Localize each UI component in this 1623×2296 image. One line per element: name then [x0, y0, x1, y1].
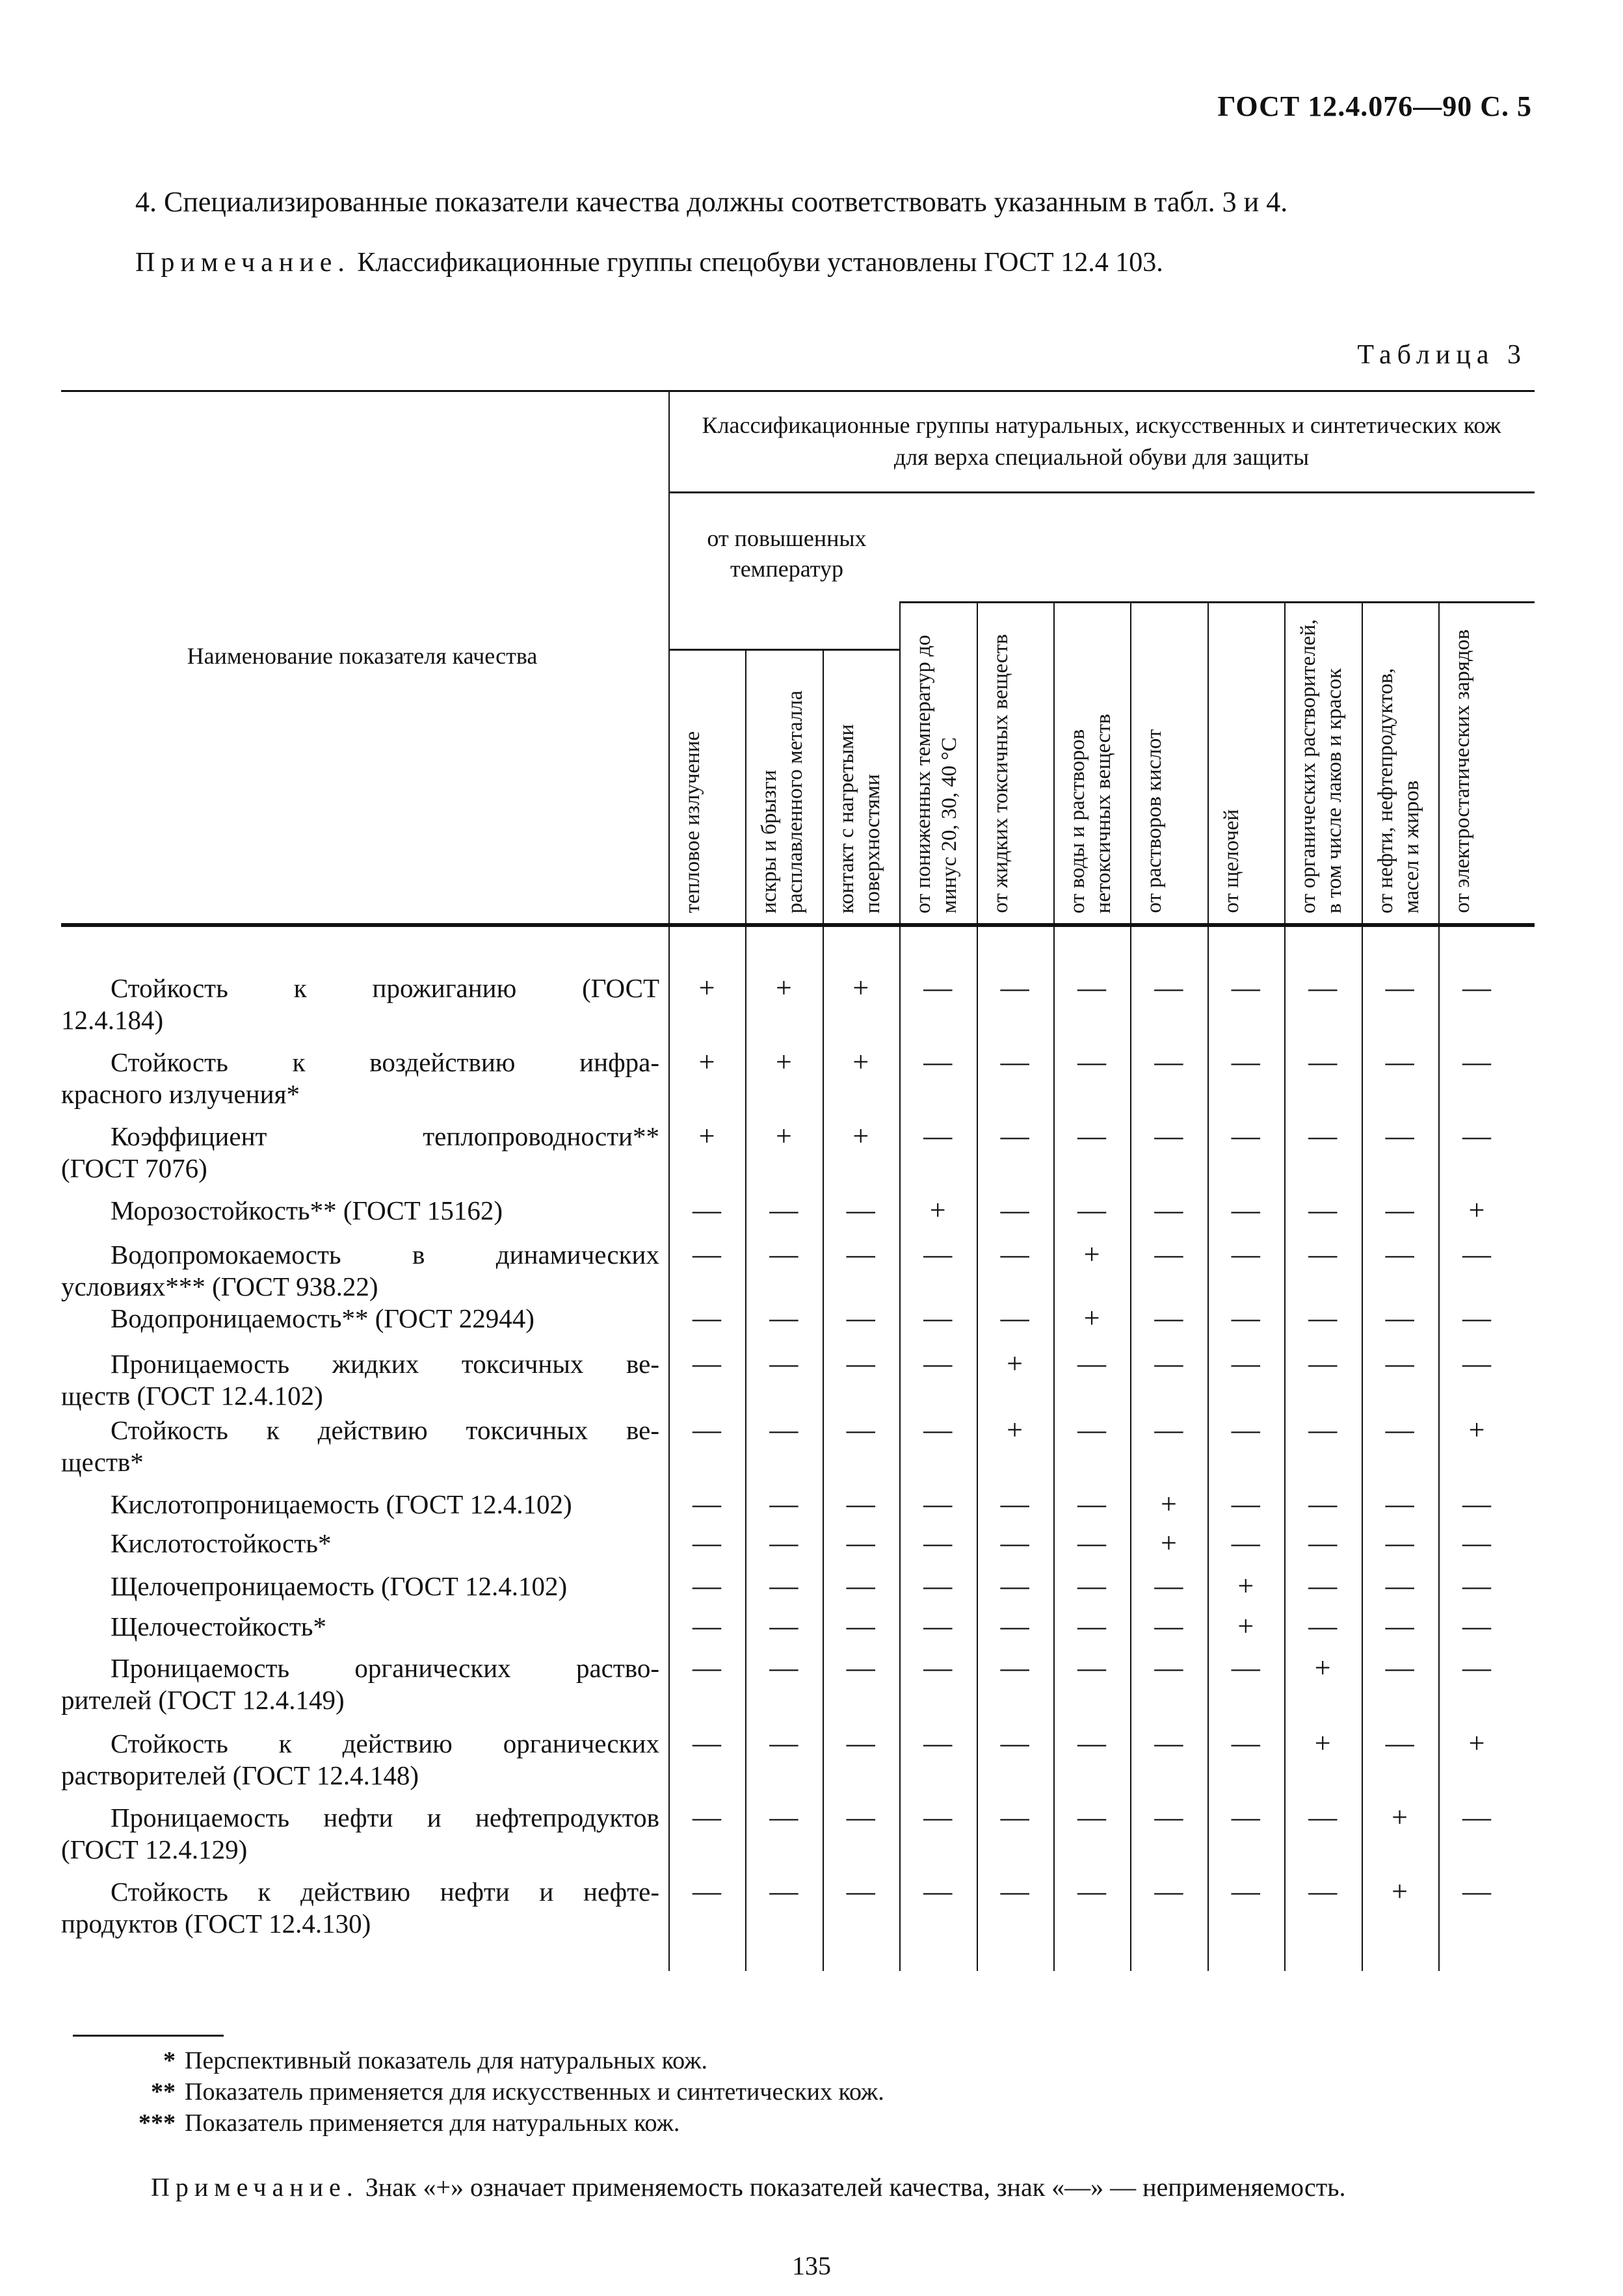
table-cell: + — [1160, 1527, 1177, 1559]
table-cell: + — [1392, 1875, 1408, 1907]
indicator-column-divider — [668, 390, 670, 1971]
table-cell: — — [1154, 1652, 1183, 1684]
table-cell: — — [923, 1488, 953, 1520]
table-cell: — — [1462, 1238, 1491, 1270]
table-cell: — — [1385, 1652, 1414, 1684]
table-cell: — — [693, 1194, 721, 1226]
table-cell: — — [693, 1414, 721, 1446]
table-cell: — — [1385, 1046, 1414, 1078]
table-cell: — — [1077, 1414, 1106, 1446]
table-cell: — — [1385, 1527, 1414, 1559]
column-header-6: от воды и растворов нетоксичных веществ — [1066, 713, 1115, 913]
table-cell: — — [1385, 1238, 1414, 1270]
top-note-label: Примечание. — [135, 248, 350, 278]
table-cell: — — [923, 1875, 953, 1907]
table-cell: — — [1308, 1610, 1338, 1642]
top-note — [135, 247, 1533, 278]
table-cell: — — [1231, 1488, 1260, 1520]
column-header-9: от органических растворителей, в том числе лаков и красок — [1297, 619, 1346, 913]
table-cell: — — [1462, 1527, 1491, 1559]
document-reference: ГОСТ 12.4.076—90 С. 5 — [1217, 90, 1532, 122]
table-cell: — — [1000, 1488, 1029, 1520]
column-header-10: от нефти, нефтепродуктов, масел и жиров — [1373, 668, 1423, 913]
table-cell: — — [923, 1652, 953, 1684]
column-header-8: от щелочей — [1219, 809, 1243, 913]
table-cell: — — [923, 1348, 953, 1379]
table-cell: — — [846, 1875, 875, 1907]
table-cell: — — [769, 1570, 798, 1602]
table-cell: + — [852, 1046, 869, 1078]
table-top-rule — [61, 390, 1535, 392]
table-cell: — — [1308, 1046, 1338, 1078]
table-cell: — — [846, 1801, 875, 1833]
table-cell: — — [1154, 1727, 1183, 1759]
table-cell: — — [1308, 1875, 1338, 1907]
table-cell: — — [693, 1302, 721, 1334]
table-cell: — — [923, 1120, 953, 1152]
table-row-label: Стойкость к действию токсичных ве- ществ* — [61, 1415, 659, 1478]
table-cell: — — [1077, 972, 1106, 1004]
table-cell: — — [1385, 1570, 1414, 1602]
table-cell: — — [846, 1348, 875, 1379]
table-cell: — — [846, 1727, 875, 1759]
table-cell: — — [923, 1570, 953, 1602]
footnote-2: ** Показатель применяется для искусственных и синтетических кож. — [151, 2078, 884, 2106]
table-cell: — — [1385, 1302, 1414, 1334]
table-cell: — — [1462, 972, 1491, 1004]
table-cell: — — [693, 1238, 721, 1270]
table-cell: — — [1077, 1610, 1106, 1642]
table-cell: — — [846, 1652, 875, 1684]
table-cell: — — [693, 1652, 721, 1684]
table-cell: — — [1308, 1414, 1338, 1446]
table-cell: — — [1231, 1652, 1260, 1684]
table-cell: — — [1000, 1875, 1029, 1907]
column-divider-9 — [1362, 601, 1363, 1971]
top-note-text: Классификационные группы спецобуви установлены ГОСТ 12.4 103. — [350, 248, 1163, 278]
table-cell: — — [846, 1488, 875, 1520]
table-cell: + — [698, 1046, 715, 1078]
column-divider-5 — [1053, 601, 1055, 1971]
subgroup-header-rule — [668, 649, 899, 651]
table-cell: — — [1385, 972, 1414, 1004]
table-cell: — — [1154, 1875, 1183, 1907]
subgroup-header: от повышенных температур — [707, 525, 867, 582]
footnote-3: *** Показатель применяется для натуральных кож. — [139, 2109, 680, 2137]
footnote-1: * Перспективный показатель для натуральных кож. — [163, 2047, 707, 2074]
table-cell: — — [1000, 1652, 1029, 1684]
table-cell: — — [1462, 1488, 1491, 1520]
table-cell: — — [1385, 1488, 1414, 1520]
group-header: Классификационные группы натуральных, искусственных и синтетических кож для верха специальной обуви для защиты — [702, 412, 1501, 470]
column-header-5: от жидких токсичных веществ — [988, 634, 1012, 913]
table-cell: — — [1000, 1120, 1029, 1152]
table-cell: — — [769, 1527, 798, 1559]
table-cell: — — [769, 1348, 798, 1379]
column-header-1: тепловое излучение — [681, 731, 704, 913]
table-cell: — — [1154, 972, 1183, 1004]
table-cell: + — [1468, 1414, 1485, 1446]
table-cell: — — [1462, 1652, 1491, 1684]
table-cell: — — [1231, 1238, 1260, 1270]
table-cell: — — [1154, 1120, 1183, 1152]
table-cell: — — [1154, 1238, 1183, 1270]
table-cell: + — [852, 1120, 869, 1152]
table-cell: + — [698, 1120, 715, 1152]
column-divider-3 — [899, 601, 901, 1971]
table-cell: — — [769, 1488, 798, 1520]
indicator-column-header: Наименование показателя качества — [187, 643, 538, 669]
table-row-label: Проницаемость жидких токсичных ве- ществ (ГОСТ 12.4.102) — [61, 1349, 659, 1411]
table-cell: + — [1007, 1348, 1023, 1379]
table-cell: — — [1077, 1727, 1106, 1759]
table-row-label: Стойкость к прожиганию (ГОСТ 12.4.184) — [61, 973, 659, 1036]
bottom-note — [73, 2170, 1533, 2205]
column-header-11: от электростатических зарядов — [1451, 629, 1474, 913]
table-row-label: Стойкость к воздействию инфра- красного излучения* — [61, 1047, 659, 1110]
table-cell: + — [1468, 1194, 1485, 1226]
table-cell: — — [1462, 1801, 1491, 1833]
table-cell: — — [1308, 1302, 1338, 1334]
table-cell: — — [923, 1727, 953, 1759]
table-cell: — — [693, 1801, 721, 1833]
table-cell: — — [1000, 1801, 1029, 1833]
table-row-label: Проницаемость нефти и нефтепродуктов (ГОСТ 12.4.129) — [61, 1803, 659, 1865]
table-cell: — — [1154, 1610, 1183, 1642]
table-cell: + — [1160, 1488, 1177, 1520]
table-cell: + — [775, 1046, 792, 1078]
table-cell: — — [1231, 1727, 1260, 1759]
table-cell: — — [1154, 1414, 1183, 1446]
table-cell: — — [1308, 972, 1338, 1004]
bottom-note-text: Знак «+» означает применяемость показателей качества, знак «—» — неприменяемость. — [358, 2172, 1346, 2202]
table-cell: — — [846, 1570, 875, 1602]
table-cell: — — [923, 1527, 953, 1559]
table-cell: + — [1237, 1570, 1254, 1602]
table-cell: + — [1314, 1727, 1331, 1759]
table-row-label: Коэффициент теплопроводности** (ГОСТ 7076) — [61, 1121, 659, 1184]
table-row-label: Щелочепроницаемость (ГОСТ 12.4.102) — [111, 1571, 568, 1601]
table-cell: — — [1308, 1488, 1338, 1520]
table-cell: — — [846, 1414, 875, 1446]
table-cell: — — [1000, 1302, 1029, 1334]
footnote-divider — [73, 2035, 224, 2037]
table-row-label: Стойкость к действию органических растворителей (ГОСТ 12.4.148) — [61, 1729, 659, 1791]
table-cell: — — [1000, 1046, 1029, 1078]
table-cell: + — [775, 1120, 792, 1152]
table-cell: + — [1083, 1238, 1100, 1270]
table-row-label: Щелочестойкость* — [111, 1611, 326, 1641]
table-cell: — — [1308, 1120, 1338, 1152]
column-divider-4 — [977, 601, 978, 1971]
table-cell: — — [1077, 1046, 1106, 1078]
table-cell: — — [1385, 1120, 1414, 1152]
table-cell: — — [1154, 1570, 1183, 1602]
table-cell: — — [693, 1570, 721, 1602]
table-cell: + — [1007, 1414, 1023, 1446]
table-cell: — — [1077, 1652, 1106, 1684]
table-cell: — — [1308, 1570, 1338, 1602]
table-cell: — — [1385, 1348, 1414, 1379]
table-cell: — — [1000, 1610, 1029, 1642]
table-cell: + — [1237, 1610, 1254, 1642]
table-cell: — — [769, 1727, 798, 1759]
table-cell: — — [1077, 1488, 1106, 1520]
table-cell: — — [1231, 1120, 1260, 1152]
table-cell: — — [923, 1238, 953, 1270]
column-divider-6 — [1130, 601, 1131, 1971]
table-cell: — — [1154, 1194, 1183, 1226]
table-cell: — — [1077, 1801, 1106, 1833]
table-cell: — — [1231, 1348, 1260, 1379]
table-cell: — — [769, 1875, 798, 1907]
table-cell: — — [769, 1238, 798, 1270]
table-row-label: Кислотостойкость* — [111, 1528, 332, 1558]
column-divider-1 — [745, 649, 746, 1971]
table-row-label: Водопромокаемость в динамических условиях*** (ГОСТ 938.22) — [61, 1240, 659, 1302]
column-header-7: от растворов кислот — [1142, 729, 1167, 913]
header-bottom-rule — [61, 923, 1535, 927]
table-cell: — — [1385, 1414, 1414, 1446]
table-cell: — — [846, 1610, 875, 1642]
table-cell: + — [1083, 1302, 1100, 1334]
table-cell: — — [1077, 1875, 1106, 1907]
table-cell: — — [1231, 1046, 1260, 1078]
column-header-3: контакт с нагретыми поверхностями — [834, 724, 884, 913]
table-cell: — — [1231, 972, 1260, 1004]
table-cell: — — [1077, 1120, 1106, 1152]
table-cell: — — [1154, 1801, 1183, 1833]
table-cell: — — [923, 1414, 953, 1446]
column-header-2: искры и брызги расплавленного металла — [758, 690, 807, 913]
table-cell: — — [769, 1652, 798, 1684]
table-cell: — — [1308, 1801, 1338, 1833]
table-cell: — — [846, 1302, 875, 1334]
table-cell: — — [1462, 1570, 1491, 1602]
column-divider-7 — [1207, 601, 1209, 1971]
quality-indicators-table — [61, 390, 1535, 1971]
table-cell: — — [1000, 1238, 1029, 1270]
table-cell: — — [1077, 1527, 1106, 1559]
table-cell: — — [1154, 1348, 1183, 1379]
table-cell: — — [1000, 1570, 1029, 1602]
table-cell: + — [698, 972, 715, 1004]
table-cell: — — [1385, 1194, 1414, 1226]
table-cell: — — [846, 1194, 875, 1226]
table-cell: — — [1308, 1238, 1338, 1270]
table-row-label: Морозостойкость** (ГОСТ 15162) — [111, 1195, 503, 1225]
table-cell: — — [1308, 1348, 1338, 1379]
table-cell: — — [1077, 1348, 1106, 1379]
table-cell: — — [923, 1610, 953, 1642]
table-cell: — — [1385, 1727, 1414, 1759]
table-cell: — — [1000, 1727, 1029, 1759]
table-cell: — — [1385, 1610, 1414, 1642]
table-row-label: Стойкость к действию нефти и нефте- продуктов (ГОСТ 12.4.130) — [61, 1877, 659, 1939]
table-cell: — — [1000, 972, 1029, 1004]
table-cell: — — [769, 1801, 798, 1833]
table-cell: — — [923, 1046, 953, 1078]
column-headers-top-rule — [899, 601, 1535, 603]
page-number: 135 — [792, 2251, 831, 2280]
table-cell: — — [1231, 1875, 1260, 1907]
column-divider-8 — [1284, 601, 1286, 1971]
section-paragraph: 4. Специализированные показатели качества должны соответствовать указанным в табл. 3 и 4. — [135, 186, 1288, 218]
table-row-label: Кислотопроницаемость (ГОСТ 12.4.102) — [111, 1489, 572, 1519]
table-cell: — — [1077, 1194, 1106, 1226]
table-cell: — — [1231, 1302, 1260, 1334]
table-cell: — — [693, 1875, 721, 1907]
table-cell: — — [1462, 1046, 1491, 1078]
table-cell: + — [852, 972, 869, 1004]
table-cell: — — [693, 1727, 721, 1759]
bottom-note-label: Примечание. — [151, 2172, 359, 2202]
table-cell: — — [1154, 1302, 1183, 1334]
table-cell: — — [1462, 1302, 1491, 1334]
table-cell: — — [1154, 1046, 1183, 1078]
table-cell: — — [1462, 1875, 1491, 1907]
table-cell: + — [1392, 1801, 1408, 1833]
table-cell: + — [775, 972, 792, 1004]
table-cell: — — [693, 1488, 721, 1520]
table-row-label: Водопроницаемость** (ГОСТ 22944) — [111, 1303, 534, 1333]
table-cell: — — [1462, 1348, 1491, 1379]
table-cell: — — [693, 1610, 721, 1642]
table-caption: Таблица 3 — [1357, 340, 1527, 370]
table-cell: — — [693, 1527, 721, 1559]
table-cell: — — [1231, 1414, 1260, 1446]
table-cell: — — [923, 972, 953, 1004]
group-header-rule — [668, 491, 1535, 493]
table-cell: — — [1231, 1801, 1260, 1833]
table-cell: — — [923, 1801, 953, 1833]
table-cell: + — [929, 1194, 946, 1226]
table-cell: — — [1077, 1570, 1106, 1602]
table-row-label: Проницаемость органических раство- рителей (ГОСТ 12.4.149) — [61, 1653, 659, 1715]
table-cell: — — [1308, 1527, 1338, 1559]
table-cell: — — [1462, 1610, 1491, 1642]
table-cell: — — [1000, 1194, 1029, 1226]
table-cell: + — [1314, 1652, 1331, 1684]
table-cell: — — [923, 1302, 953, 1334]
table-cell: — — [769, 1610, 798, 1642]
table-cell: — — [1308, 1194, 1338, 1226]
column-header-4: от пониженных температур до минус 20, 30, 40 °С — [912, 634, 961, 913]
column-divider-10 — [1438, 601, 1440, 1971]
table-cell: + — [1468, 1727, 1485, 1759]
table-cell: — — [769, 1194, 798, 1226]
table-cell: — — [1462, 1120, 1491, 1152]
table-cell: — — [1000, 1527, 1029, 1559]
column-divider-2 — [823, 649, 824, 1971]
table-cell: — — [1231, 1527, 1260, 1559]
table-cell: — — [846, 1238, 875, 1270]
table-cell: — — [1231, 1194, 1260, 1226]
table-cell: — — [769, 1414, 798, 1446]
table-cell: — — [846, 1527, 875, 1559]
table-cell: — — [693, 1348, 721, 1379]
table-cell: — — [769, 1302, 798, 1334]
